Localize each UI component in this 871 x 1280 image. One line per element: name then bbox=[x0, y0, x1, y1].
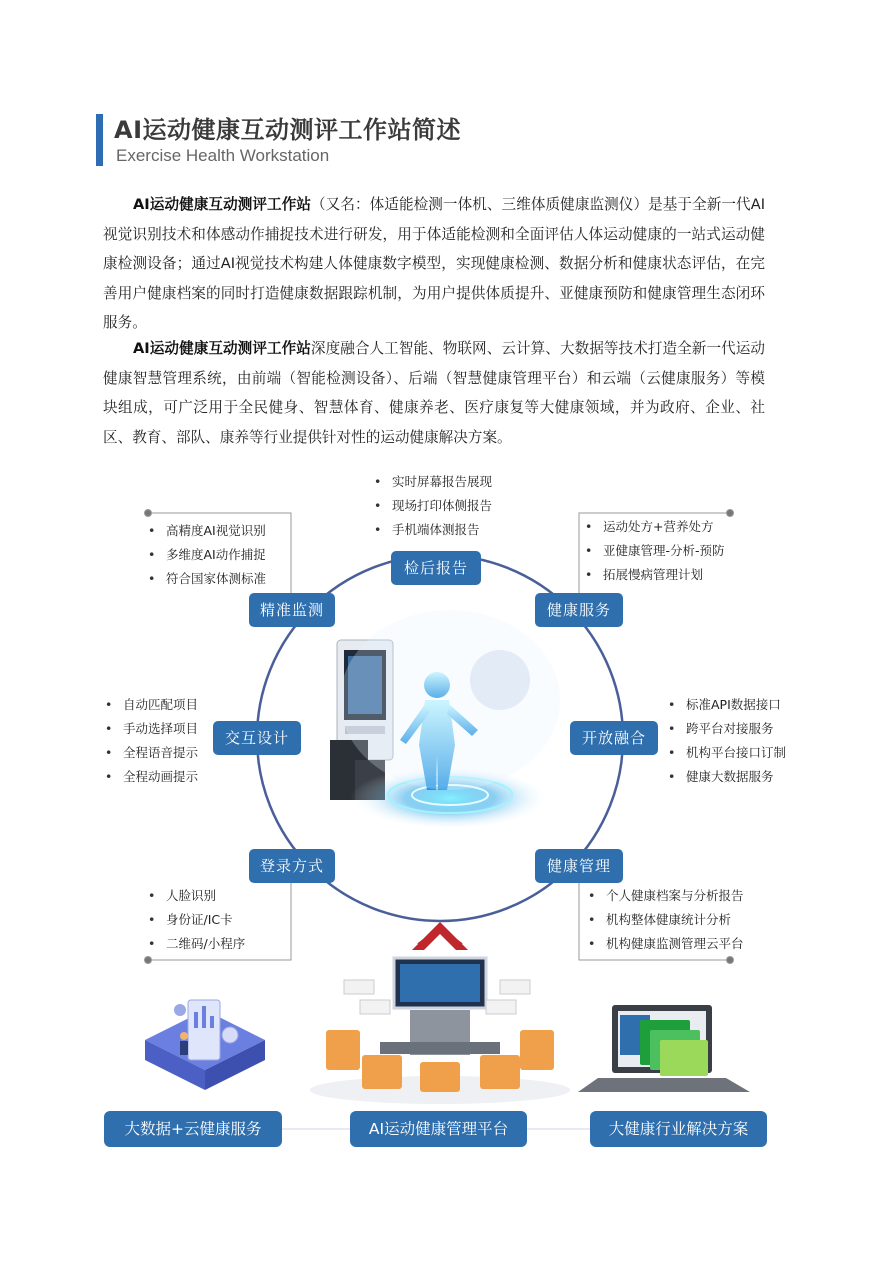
paragraph-1-bold: AI运动健康互动测评工作站 bbox=[133, 196, 312, 213]
list-item: • 现场打印体侧报告 bbox=[372, 494, 492, 518]
list-item: • 健康大数据服务 bbox=[666, 765, 786, 789]
list-item: • 跨平台对接服务 bbox=[666, 717, 786, 741]
list-item: • 全程动画提示 bbox=[103, 765, 198, 789]
open-feature-list bbox=[666, 693, 786, 789]
laptop-folders-icon bbox=[578, 1005, 750, 1092]
module-monitor-label: 精准监测 bbox=[249, 593, 335, 627]
monitor-feature-list bbox=[146, 519, 266, 591]
list-item: • 机构整体健康统计分析 bbox=[586, 908, 744, 932]
page-subtitle: Exercise Health Workstation bbox=[116, 146, 330, 165]
list-item: • 机构平台接口订制 bbox=[666, 741, 786, 765]
list-item: • 高精度AI视觉识别 bbox=[146, 519, 266, 543]
page-title: AI运动健康互动测评工作站简述 bbox=[114, 116, 462, 144]
list-item: • 多维度AI动作捕捉 bbox=[146, 543, 266, 567]
analytics-person-icon bbox=[145, 1000, 265, 1090]
module-service-label: 健康服务 bbox=[535, 593, 623, 627]
report-feature-list bbox=[372, 470, 492, 542]
module-open-label: 开放融合 bbox=[570, 721, 658, 755]
module-login-label: 登录方式 bbox=[249, 849, 335, 883]
list-item: • 符合国家体测标准 bbox=[146, 567, 266, 591]
list-item: • 人脸识别 bbox=[146, 884, 245, 908]
list-item: • 手机端体测报告 bbox=[372, 518, 492, 542]
list-item: • 机构健康监测管理云平台 bbox=[586, 932, 744, 956]
list-item: • 手动选择项目 bbox=[103, 717, 198, 741]
module-interact-label: 交互设计 bbox=[213, 721, 301, 755]
server-folders-icon bbox=[310, 922, 570, 1104]
list-item: • 标准API数据接口 bbox=[666, 693, 786, 717]
login-feature-list bbox=[146, 884, 245, 956]
list-item: • 拓展慢病管理计划 bbox=[583, 563, 725, 587]
module-report-label: 检后报告 bbox=[391, 551, 481, 585]
list-item: • 自动匹配项目 bbox=[103, 693, 198, 717]
manage-feature-list bbox=[586, 884, 744, 956]
list-item: • 实时屏幕报告展现 bbox=[372, 470, 492, 494]
paragraph-2-text: 深度融合人工智能、物联网、云计算、大数据等技术打造全新一代运动健康智慧管理系统，由前端（智能检测设备）、后端（智慧健康管理平台）和云端（云健康服务）等模块组成，可广泛用于全民健身、智慧体育、健康养老、医疗康复等大健康领域，并为政府、企业、社区、教育、部队、康养等行业提供针对性的运动健康解决方案。 bbox=[103, 340, 765, 446]
list-item: • 运动处方+营养处方 bbox=[583, 515, 725, 539]
list-item: • 个人健康档案与分析报告 bbox=[586, 884, 744, 908]
module-manage-label: 健康管理 bbox=[535, 849, 623, 883]
service-feature-list bbox=[583, 515, 725, 587]
paragraph-1-text: （又名：体适能检测一体机、三维体质健康监测仪）是基于全新一代AI视觉识别技术和体感动作捕捉技术进行研发，用于体适能检测和全面评估人体运动健康的一站式运动健康检测设备；通过AI视觉技术构建人体健康数字模型，实现健康检测、数据分析和健康状态评估，在完善用户健康档案的同时打造健康数据跟踪机制，为用户提供体质提升、亚健康预防和健康管理生态闭环服务。 bbox=[103, 196, 765, 331]
bottom-label-platform: AI运动健康管理平台 bbox=[350, 1111, 527, 1147]
list-item: • 二维码/小程序 bbox=[146, 932, 245, 956]
list-item: • 身份证/IC卡 bbox=[146, 908, 245, 932]
paragraph-2-bold: AI运动健康互动测评工作站 bbox=[133, 340, 311, 357]
list-item: • 全程语音提示 bbox=[103, 741, 198, 765]
bottom-label-solutions: 大健康行业解决方案 bbox=[590, 1111, 767, 1147]
interact-feature-list bbox=[103, 693, 198, 789]
list-item: • 亚健康管理-分析-预防 bbox=[583, 539, 725, 563]
bottom-label-bigdata: 大数据+云健康服务 bbox=[104, 1111, 282, 1147]
